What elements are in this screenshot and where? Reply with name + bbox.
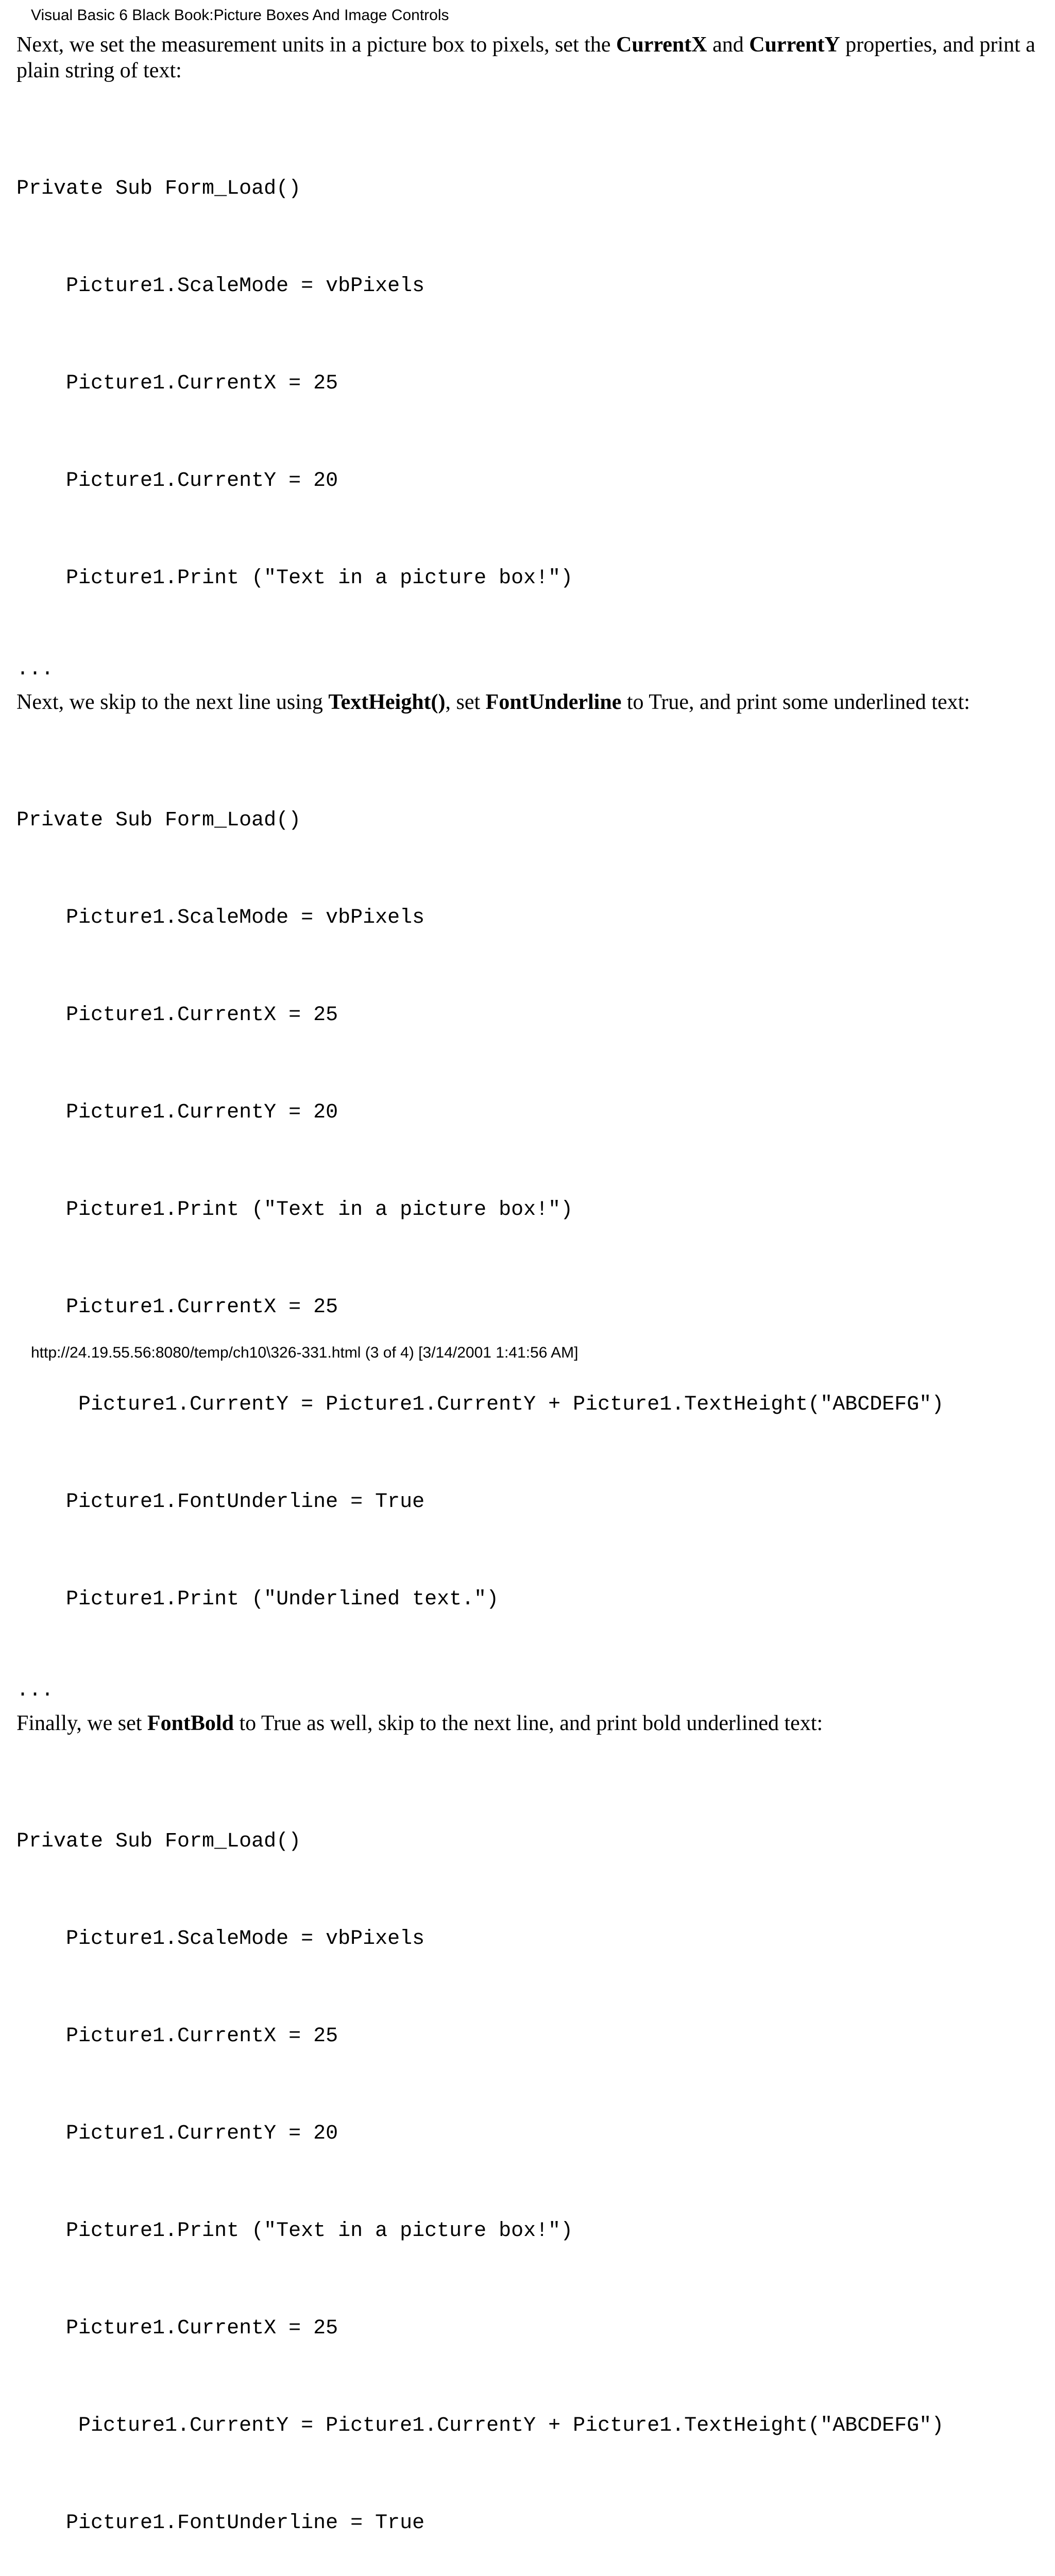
code-line: Picture1.CurrentX = 25: [16, 2317, 338, 2340]
document-body: [16, 32, 1042, 2576]
code-line: Private Sub Form_Load(): [16, 177, 301, 200]
code-line: Picture1.CurrentY = Picture1.CurrentY + Picture1.TextHeight("ABCDEFG"): [16, 1393, 944, 1416]
paragraph-fontbold: [16, 1710, 1042, 1736]
text-run: to True, and print some underlined text:: [621, 690, 970, 714]
text-run: Next, we set the measurement units in a picture box to pixels, set the: [16, 33, 617, 57]
text-run: , set: [445, 690, 486, 714]
bold-term-currenty: CurrentY: [749, 33, 840, 57]
code-line: Picture1.CurrentY = 20: [16, 2122, 338, 2145]
code-line: Picture1.ScaleMode = vbPixels: [16, 906, 425, 929]
code-line: Picture1.ScaleMode = vbPixels: [16, 1927, 425, 1951]
bold-term-textheight: TextHeight(): [328, 690, 446, 714]
intro-paragraph: [16, 32, 1042, 83]
bold-term-fontbold: FontBold: [147, 1711, 234, 1735]
code-line: Picture1.FontUnderline = True: [16, 2512, 425, 2535]
page-header: Visual Basic 6 Black Book:Picture Boxes And Image Controls: [31, 7, 449, 24]
paragraph-textheight: [16, 689, 1042, 715]
code-line: Picture1.CurrentY = 20: [16, 469, 338, 493]
text-run: Finally, we set: [16, 1711, 147, 1735]
code-line: Picture1.CurrentX = 25: [16, 2025, 338, 2048]
text-run: to True as well, skip to the next line, and print bold underlined text:: [233, 1711, 823, 1735]
bold-term-currentx: CurrentX: [616, 33, 707, 57]
code-line: Picture1.FontUnderline = True: [16, 1490, 425, 1514]
code-line: Picture1.Print ("Text in a picture box!"): [16, 1198, 573, 1222]
text-run: Next, we skip to the next line using: [16, 690, 329, 714]
code-ellipsis: ...: [16, 658, 54, 681]
text-run: and: [707, 33, 750, 57]
code-line: Picture1.CurrentY = Picture1.CurrentY + Picture1.TextHeight("ABCDEFG"): [16, 2414, 944, 2437]
code-block-2: [16, 739, 1042, 1681]
code-line: Picture1.ScaleMode = vbPixels: [16, 275, 425, 298]
code-line: Picture1.Print ("Text in a picture box!"): [16, 2219, 573, 2243]
code-block-1: [16, 108, 1042, 659]
page-footer-url: http://24.19.55.56:8080/temp/ch10\326-331.html (3 of 4) [3/14/2001 1:41:56 AM]: [31, 1344, 578, 1361]
code-block-3: [16, 1760, 1042, 2576]
code-line: Picture1.CurrentX = 25: [16, 1296, 338, 1319]
code-line: Picture1.Print ("Text in a picture box!"): [16, 567, 573, 590]
code-line: Picture1.CurrentX = 25: [16, 1004, 338, 1027]
code-line: Private Sub Form_Load(): [16, 1830, 301, 1853]
code-line: Private Sub Form_Load(): [16, 809, 301, 832]
code-line: Picture1.CurrentX = 25: [16, 372, 338, 395]
text-run: properties, and print a plain string of text:: [16, 33, 1035, 82]
bold-term-fontunderline: FontUnderline: [485, 690, 622, 714]
code-line: Picture1.Print ("Underlined text."): [16, 1588, 499, 1611]
code-line: Picture1.CurrentY = 20: [16, 1101, 338, 1124]
code-ellipsis: ...: [16, 1679, 54, 1702]
